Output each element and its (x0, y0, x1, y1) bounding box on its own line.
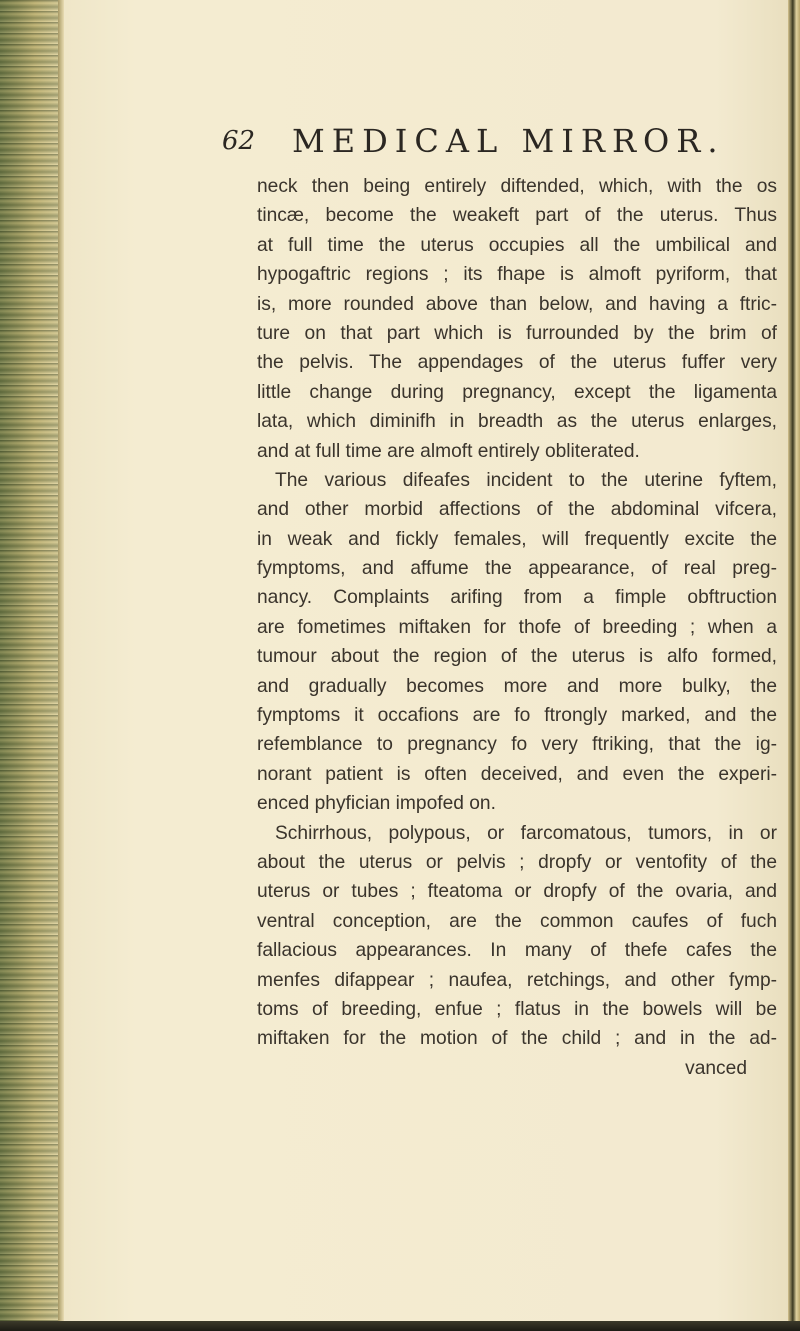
text-line: ture on that part which is furrounded by the brim of (257, 322, 777, 344)
text-line: tumour about the region of the uterus is alfo formed, (257, 646, 777, 668)
text-line: enced phyfician impofed on. (257, 793, 496, 815)
text-line: Schirrhous, polypous, or farcomatous, tumors, in or (275, 822, 777, 844)
page-right-edge (788, 0, 800, 1331)
catchword: vanced (685, 1057, 747, 1079)
text-line: tincæ, become the weakeft part of the uterus. Thus (257, 205, 777, 227)
text-line: in weak and fickly females, will frequently excite the (257, 528, 777, 550)
text-line: refemblance to pregnancy fo very ftriking, that the ig- (257, 734, 777, 756)
text-line: and other morbid affections of the abdominal vifcera, (257, 499, 777, 521)
text-line: fymptoms it occafions are fo ftrongly marked, and the (257, 705, 777, 727)
text-line: at full time the uterus occupies all the umbilical and (257, 234, 777, 256)
page-number: 62 (222, 126, 256, 156)
text-line: nancy. Complaints arifing from a fimple obftruction (257, 587, 777, 609)
text-line: menfes difappear ; naufea, retchings, and other fymp- (257, 969, 777, 991)
text-line: The various difeafes incident to the uterine fyftem, (275, 469, 777, 491)
text-line: the pelvis. The appendages of the uterus fuffer very (257, 352, 777, 374)
page-header (222, 122, 725, 166)
text-line: little change during pregnancy, except the ligamenta (257, 381, 777, 403)
running-title: MEDICAL MIRROR. (292, 122, 725, 160)
text-line: is, more rounded above than below, and having a ftric- (257, 293, 777, 315)
text-line: miftaken for the motion of the child ; and in the ad- (257, 1028, 777, 1050)
text-line: about the uterus or pelvis ; dropfy or ventofity of the (257, 851, 777, 873)
text-line: toms of breeding, enfue ; flatus in the bowels will be (257, 998, 777, 1020)
text-line: uterus or tubes ; fteatoma or dropfy of the ovaria, and (257, 881, 777, 903)
text-line: hypogaftric regions ; its fhape is almoft pyriform, that (257, 264, 777, 286)
text-line: fymptoms, and affume the appearance, of real preg- (257, 558, 777, 580)
text-line: lata, which diminifh in breadth as the uterus enlarges, (257, 411, 777, 433)
text-line: are fometimes miftaken for thofe of breeding ; when a (257, 616, 777, 638)
text-line: and at full time are almoft entirely obliterated. (257, 440, 640, 462)
page-bottom-edge (0, 1321, 800, 1331)
text-line: and gradually becomes more and more bulky, the (257, 675, 777, 697)
body-text (257, 172, 777, 1083)
text-line: neck then being entirely diftended, which, with the os (257, 176, 777, 197)
book-gutter (0, 0, 58, 1331)
text-line: ventral conception, are the common caufes of fuch (257, 910, 777, 932)
text-line: norant patient is often deceived, and even the experi- (257, 763, 777, 785)
text-line: fallacious appearances. In many of thefe cafes the (257, 940, 777, 962)
